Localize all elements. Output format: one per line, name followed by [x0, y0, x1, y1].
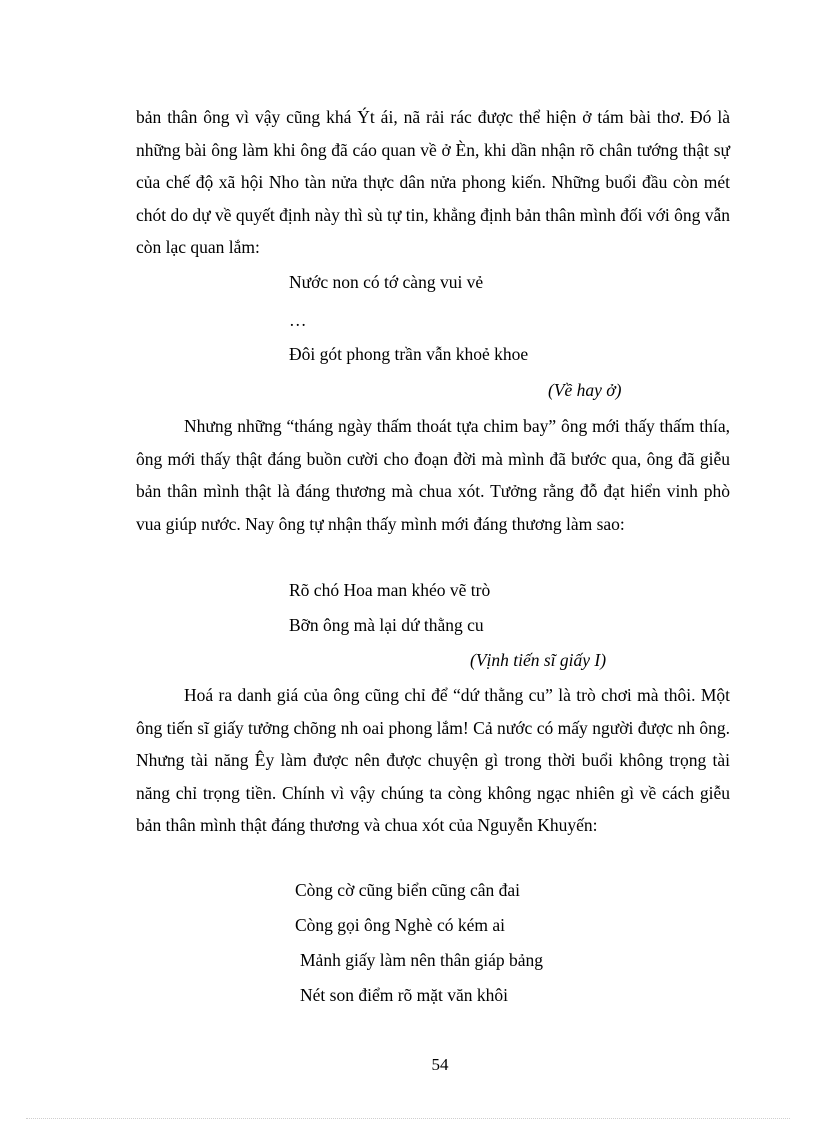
- verse-line: Còng cờ cũng biển cũng cân đai: [295, 880, 521, 900]
- paragraph-3: Hoá ra danh giá của ông cũng chỉ để “dứ thằng cu” là trò chơi mà thôi. Một ông tiến sĩ giấy tưởng chõng nh oai phong lắm! Cả nước có mấy người được nh ông. Nhưng tài năng Êy làm được nên được chuyện gì trong thời buổi không trọng tài năng chỉ trọng tiền. Chính vì vậy chúng ta còng không ngạc nhiên gì về cách giễu bản thân mình thật đáng thương và chua xót của Nguyễn Khuyến:: [136, 685, 730, 835]
- footer-divider: [26, 1118, 790, 1119]
- verse-line: Còng gọi ông Nghè có kém ai: [295, 915, 505, 935]
- verse-line: Mảnh giấy làm nên thân giáp bảng: [300, 950, 543, 970]
- poem-source: (Vịnh tiến sĩ giấy I): [470, 650, 607, 670]
- verse-line: Nước non có tớ càng vui vẻ: [289, 272, 484, 292]
- verse-line: Rõ chó Hoa man khéo vẽ trò: [289, 580, 491, 600]
- poem-source: (Về hay ở): [548, 380, 622, 400]
- paragraph-2: Nhưng những “tháng ngày thấm thoát tựa chim bay” ông mới thấy thấm thía, ông mới thấy thật đáng buồn cười cho đoạn đời mà mình đã bước qua, ông đã giễu bản thân mình thật là đáng thương mà chua xót. Tưởng rằng đỗ đạt hiển vinh phò vua giúp nước. Nay ông tự nhận thấy mình mới đáng thương làm sao:: [136, 416, 730, 534]
- verse-ellipsis: …: [289, 310, 307, 330]
- verse-line: Đôi gót phong trần vẫn khoẻ khoe: [289, 344, 529, 364]
- paragraph-1: bản thân ông vì vậy cũng khá Ýt ái, nã rải rác được thể hiện ở tám bài thơ. Đó là những bài ông làm khi ông đã cáo quan về ở Èn, khi dần nhận rõ chân tướng thật sự của chế độ xã hội Nho tàn nửa thực dân nửa phong kiến. Những buổi đầu còn mét chót do dự về quyết định này thì sù tự tin, khẳng định bản thân mình đối với ông vẫn còn lạc quan lắm:: [136, 107, 730, 257]
- page-number: 54: [431, 1055, 449, 1074]
- verse-line: Nét son điểm rõ mặt văn khôi: [300, 985, 509, 1005]
- verse-line: Bỡn ông mà lại dứ thằng cu: [289, 615, 484, 635]
